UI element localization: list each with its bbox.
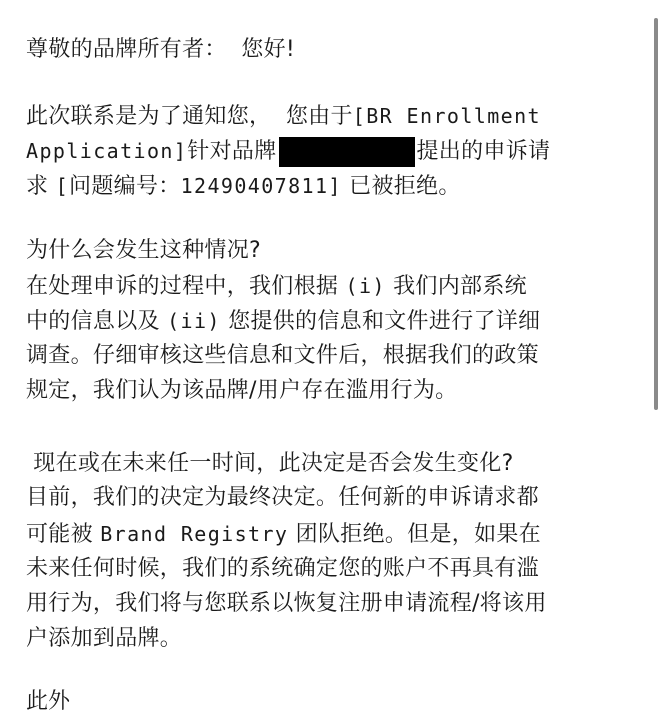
brand-registry-name: Brand Registry (100, 522, 289, 546)
paragraph2-question: 为什么会发生这种情况? (26, 238, 261, 263)
paragraph3-line3: 未来任何时候，我们的系统确定您的账户不再具有滥 (26, 556, 539, 581)
point-i: (i) (345, 274, 386, 298)
application-ref: Application] (26, 139, 188, 163)
paragraph3-line2-b: 团队拒绝。但是，如果在 (288, 522, 541, 547)
greeting: 尊敬的品牌所有者： 您好! (26, 37, 296, 62)
paragraph2-line2-a: 中的信息以及 (26, 309, 168, 334)
paragraph3-line4: 用行为，我们将与您联系以恢复注册申请流程/将该用 (26, 591, 547, 616)
case-number: 12490407811] (180, 174, 342, 198)
paragraph2-line3: 调查。仔细审核这些信息和文件后，根据我们的政策 (26, 343, 539, 368)
case-number-label: 问题编号： (69, 174, 181, 199)
paragraph2-line1-a: 在处理申诉的过程中，我们根据 (26, 274, 346, 299)
paragraph3-line1: 目前，我们的决定为最终决定。任何新的申诉请求都 (26, 485, 539, 510)
vertical-scrollbar[interactable] (654, 18, 658, 410)
paragraph3-question: 现在或在未来任一时间，此决定是否会发生变化? (26, 451, 514, 476)
enrollment-ref: [BR Enrollment (352, 104, 541, 128)
paragraph2-line2-b: 您提供的信息和文件进行了详细 (220, 309, 541, 334)
paragraph3-line5: 户添加到品牌。 (26, 626, 183, 651)
paragraph1-line2 (26, 135, 550, 168)
redacted-brand-name (279, 137, 415, 167)
bracket-open: [ (55, 174, 70, 198)
paragraph2-line4: 规定，我们认为该品牌/用户存在滥用行为。 (26, 378, 458, 403)
point-ii: (ii) (167, 309, 221, 333)
paragraph1-line2-text: 针对品牌 (187, 139, 277, 164)
paragraph2-line1-b: 我们内部系统 (385, 274, 527, 299)
paragraph1-line1-text: 此次联系是为了通知您， 您由于 (26, 104, 353, 129)
cutoff-text: 此外 (26, 689, 71, 714)
paragraph1-line1 (26, 100, 541, 133)
paragraph3-line2 (26, 518, 541, 551)
paragraph3-line2-a: 可能被 (26, 522, 101, 547)
paragraph2-line1 (26, 270, 527, 303)
paragraph1-line3 (26, 170, 461, 203)
paragraph1-line3-end: 已被拒绝。 (341, 174, 461, 199)
paragraph2-line2 (26, 305, 540, 338)
paragraph1-line3-start: 求 (26, 174, 56, 199)
paragraph1-line2-end: 提出的申诉请 (416, 139, 551, 164)
